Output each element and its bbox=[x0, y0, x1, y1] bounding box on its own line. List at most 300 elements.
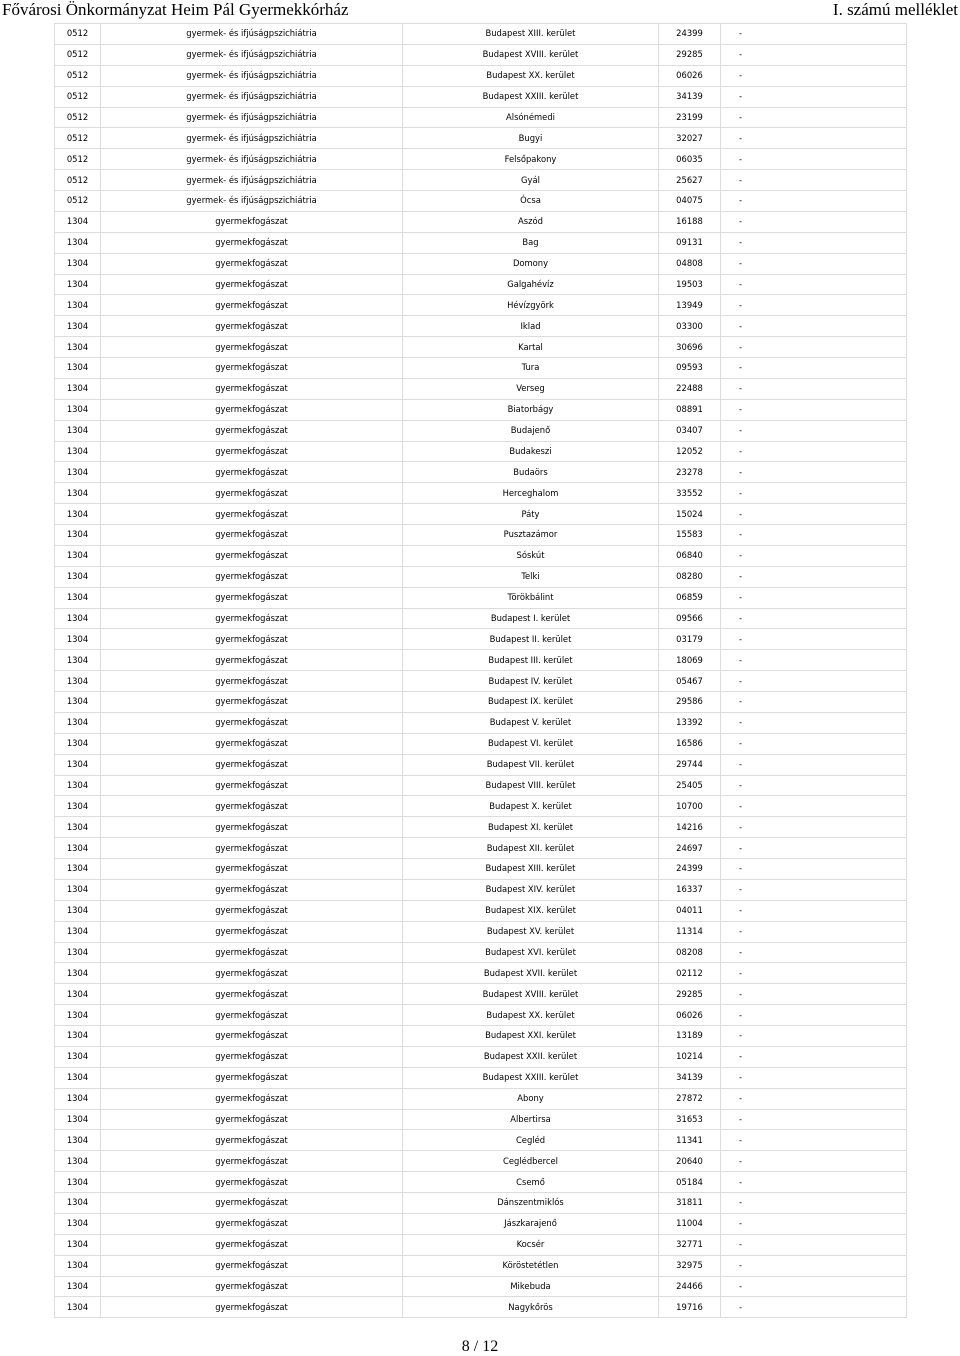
specialty-name-cell: gyermek- és ifjúságpszichiátria bbox=[101, 149, 403, 170]
locality-code-cell: 15024 bbox=[659, 504, 721, 525]
table-row bbox=[55, 838, 907, 859]
locality-cell: Törökbálint bbox=[403, 587, 659, 608]
specialty-code-cell: 1304 bbox=[55, 859, 101, 880]
locality-cell: Budapest XXIII. kerület bbox=[403, 86, 659, 107]
locality-cell: Budajenő bbox=[403, 420, 659, 441]
specialty-code-cell: 1304 bbox=[55, 399, 101, 420]
locality-cell: Iklad bbox=[403, 316, 659, 337]
value-cell: - bbox=[721, 984, 907, 1005]
specialty-name-cell: gyermekfogászat bbox=[101, 796, 403, 817]
locality-cell: Budapest XX. kerület bbox=[403, 1005, 659, 1026]
value-cell: - bbox=[721, 44, 907, 65]
table-row bbox=[55, 274, 907, 295]
table-row bbox=[55, 1213, 907, 1234]
locality-cell: Budapest V. kerület bbox=[403, 712, 659, 733]
value-cell: - bbox=[721, 1026, 907, 1047]
value-cell: - bbox=[721, 859, 907, 880]
value-cell: - bbox=[721, 1172, 907, 1193]
locality-code-cell: 06026 bbox=[659, 65, 721, 86]
value-cell: - bbox=[721, 587, 907, 608]
table-row bbox=[55, 545, 907, 566]
specialty-name-cell: gyermekfogászat bbox=[101, 900, 403, 921]
locality-cell: Budapest IV. kerület bbox=[403, 671, 659, 692]
value-cell: - bbox=[721, 712, 907, 733]
locality-code-cell: 12052 bbox=[659, 441, 721, 462]
locality-code-cell: 09593 bbox=[659, 358, 721, 379]
table-row bbox=[55, 253, 907, 274]
value-cell: - bbox=[721, 107, 907, 128]
table-row bbox=[55, 107, 907, 128]
locality-cell: Cegléd bbox=[403, 1130, 659, 1151]
value-cell: - bbox=[721, 545, 907, 566]
locality-cell: Gyál bbox=[403, 170, 659, 191]
specialty-name-cell: gyermek- és ifjúságpszichiátria bbox=[101, 65, 403, 86]
value-cell: - bbox=[721, 1109, 907, 1130]
value-cell: - bbox=[721, 1276, 907, 1297]
locality-code-cell: 24697 bbox=[659, 838, 721, 859]
locality-code-cell: 32771 bbox=[659, 1234, 721, 1255]
specialty-name-cell: gyermekfogászat bbox=[101, 378, 403, 399]
table-row bbox=[55, 232, 907, 253]
locality-code-cell: 13189 bbox=[659, 1026, 721, 1047]
specialty-code-cell: 1304 bbox=[55, 420, 101, 441]
specialty-name-cell: gyermek- és ifjúságpszichiátria bbox=[101, 128, 403, 149]
locality-cell: Budapest XIII. kerület bbox=[403, 24, 659, 45]
table-row bbox=[55, 358, 907, 379]
table-row bbox=[55, 86, 907, 107]
locality-code-cell: 33552 bbox=[659, 483, 721, 504]
table-row bbox=[55, 378, 907, 399]
specialty-code-cell: 1304 bbox=[55, 733, 101, 754]
hospital-name: Fővárosi Önkormányzat Heim Pál Gyermekkórház bbox=[2, 0, 349, 19]
specialty-code-cell: 1304 bbox=[55, 1067, 101, 1088]
specialty-name-cell: gyermekfogászat bbox=[101, 295, 403, 316]
specialty-name-cell: gyermekfogászat bbox=[101, 566, 403, 587]
locality-code-cell: 34139 bbox=[659, 86, 721, 107]
specialty-code-cell: 1304 bbox=[55, 838, 101, 859]
locality-code-cell: 13949 bbox=[659, 295, 721, 316]
specialty-name-cell: gyermekfogászat bbox=[101, 1234, 403, 1255]
value-cell: - bbox=[721, 1213, 907, 1234]
value-cell: - bbox=[721, 525, 907, 546]
locality-code-cell: 23278 bbox=[659, 462, 721, 483]
locality-cell: Budapest XVI. kerület bbox=[403, 942, 659, 963]
table-row bbox=[55, 1109, 907, 1130]
locality-cell: Budapest VI. kerület bbox=[403, 733, 659, 754]
specialty-code-cell: 1304 bbox=[55, 796, 101, 817]
table-row bbox=[55, 1255, 907, 1276]
specialty-name-cell: gyermekfogászat bbox=[101, 1151, 403, 1172]
specialty-code-cell: 1304 bbox=[55, 1130, 101, 1151]
value-cell: - bbox=[721, 337, 907, 358]
value-cell: - bbox=[721, 1088, 907, 1109]
locality-code-cell: 34139 bbox=[659, 1067, 721, 1088]
locality-code-cell: 19503 bbox=[659, 274, 721, 295]
specialty-name-cell: gyermek- és ifjúságpszichiátria bbox=[101, 170, 403, 191]
table-row bbox=[55, 629, 907, 650]
specialty-code-cell: 0512 bbox=[55, 149, 101, 170]
specialty-code-cell: 1304 bbox=[55, 483, 101, 504]
table-row bbox=[55, 1130, 907, 1151]
specialty-name-cell: gyermekfogászat bbox=[101, 211, 403, 232]
table-row bbox=[55, 566, 907, 587]
specialty-name-cell: gyermekfogászat bbox=[101, 1213, 403, 1234]
locality-code-cell: 02112 bbox=[659, 963, 721, 984]
specialty-name-cell: gyermekfogászat bbox=[101, 441, 403, 462]
specialty-code-cell: 1304 bbox=[55, 671, 101, 692]
specialty-code-cell: 1304 bbox=[55, 942, 101, 963]
table-row bbox=[55, 149, 907, 170]
locality-code-cell: 08891 bbox=[659, 399, 721, 420]
value-cell: - bbox=[721, 942, 907, 963]
specialty-name-cell: gyermekfogászat bbox=[101, 879, 403, 900]
locality-code-cell: 14216 bbox=[659, 817, 721, 838]
specialty-name-cell: gyermekfogászat bbox=[101, 1088, 403, 1109]
specialty-name-cell: gyermekfogászat bbox=[101, 984, 403, 1005]
locality-code-cell: 15583 bbox=[659, 525, 721, 546]
specialty-name-cell: gyermekfogászat bbox=[101, 712, 403, 733]
specialty-name-cell: gyermekfogászat bbox=[101, 942, 403, 963]
specialty-name-cell: gyermekfogászat bbox=[101, 754, 403, 775]
specialty-name-cell: gyermekfogászat bbox=[101, 483, 403, 504]
specialty-code-cell: 1304 bbox=[55, 629, 101, 650]
specialty-name-cell: gyermekfogászat bbox=[101, 608, 403, 629]
specialty-name-cell: gyermekfogászat bbox=[101, 1109, 403, 1130]
locality-cell: Budapest X. kerület bbox=[403, 796, 659, 817]
locality-code-cell: 06840 bbox=[659, 545, 721, 566]
value-cell: - bbox=[721, 232, 907, 253]
table-row bbox=[55, 796, 907, 817]
table-row bbox=[55, 44, 907, 65]
value-cell: - bbox=[721, 441, 907, 462]
table-row bbox=[55, 295, 907, 316]
value-cell: - bbox=[721, 1255, 907, 1276]
specialty-code-cell: 1304 bbox=[55, 358, 101, 379]
table-row bbox=[55, 1088, 907, 1109]
locality-code-cell: 23199 bbox=[659, 107, 721, 128]
locality-code-cell: 08208 bbox=[659, 942, 721, 963]
table-row bbox=[55, 587, 907, 608]
value-cell: - bbox=[721, 24, 907, 45]
locality-code-cell: 05184 bbox=[659, 1172, 721, 1193]
locality-code-cell: 20640 bbox=[659, 1151, 721, 1172]
locality-cell: Budapest III. kerület bbox=[403, 650, 659, 671]
specialty-name-cell: gyermekfogászat bbox=[101, 817, 403, 838]
table-row bbox=[55, 650, 907, 671]
specialty-code-cell: 1304 bbox=[55, 525, 101, 546]
value-cell: - bbox=[721, 1046, 907, 1067]
specialty-name-cell: gyermekfogászat bbox=[101, 671, 403, 692]
value-cell: - bbox=[721, 316, 907, 337]
locality-code-cell: 09131 bbox=[659, 232, 721, 253]
locality-cell: Budapest VIII. kerület bbox=[403, 775, 659, 796]
value-cell: - bbox=[721, 754, 907, 775]
specialty-name-cell: gyermekfogászat bbox=[101, 921, 403, 942]
locality-cell: Budapest XX. kerület bbox=[403, 65, 659, 86]
locality-code-cell: 06035 bbox=[659, 149, 721, 170]
value-cell: - bbox=[721, 650, 907, 671]
locality-cell: Ceglédbercel bbox=[403, 1151, 659, 1172]
locality-cell: Budapest XVIII. kerület bbox=[403, 44, 659, 65]
locality-cell: Budapest VII. kerület bbox=[403, 754, 659, 775]
data-table-container bbox=[54, 23, 906, 1318]
value-cell: - bbox=[721, 879, 907, 900]
locality-cell: Budapest II. kerület bbox=[403, 629, 659, 650]
specialty-code-cell: 0512 bbox=[55, 65, 101, 86]
table-row bbox=[55, 879, 907, 900]
specialty-name-cell: gyermekfogászat bbox=[101, 838, 403, 859]
specialty-code-cell: 1304 bbox=[55, 545, 101, 566]
page-number: 8 / 12 bbox=[461, 1338, 499, 1355]
table-row bbox=[55, 1172, 907, 1193]
table-row bbox=[55, 337, 907, 358]
locality-code-cell: 09566 bbox=[659, 608, 721, 629]
specialty-name-cell: gyermekfogászat bbox=[101, 420, 403, 441]
locality-code-cell: 03300 bbox=[659, 316, 721, 337]
locality-code-cell: 03407 bbox=[659, 420, 721, 441]
specialty-name-cell: gyermekfogászat bbox=[101, 337, 403, 358]
value-cell: - bbox=[721, 128, 907, 149]
locality-cell: Dánszentmiklós bbox=[403, 1193, 659, 1214]
table-row bbox=[55, 170, 907, 191]
locality-code-cell: 29586 bbox=[659, 692, 721, 713]
specialty-name-cell: gyermekfogászat bbox=[101, 1193, 403, 1214]
locality-cell: Felsőpakony bbox=[403, 149, 659, 170]
value-cell: - bbox=[721, 420, 907, 441]
table-row bbox=[55, 1151, 907, 1172]
locality-cell: Budapest XIX. kerület bbox=[403, 900, 659, 921]
specialty-code-cell: 1304 bbox=[55, 921, 101, 942]
specialty-code-cell: 1304 bbox=[55, 566, 101, 587]
table-row bbox=[55, 942, 907, 963]
value-cell: - bbox=[721, 358, 907, 379]
value-cell: - bbox=[721, 170, 907, 191]
locality-code-cell: 13392 bbox=[659, 712, 721, 733]
locality-code-cell: 10700 bbox=[659, 796, 721, 817]
value-cell: - bbox=[721, 692, 907, 713]
locality-cell: Kocsér bbox=[403, 1234, 659, 1255]
specialty-code-cell: 0512 bbox=[55, 107, 101, 128]
table-row bbox=[55, 483, 907, 504]
locality-code-cell: 06026 bbox=[659, 1005, 721, 1026]
table-row bbox=[55, 399, 907, 420]
table-row bbox=[55, 1005, 907, 1026]
locality-code-cell: 04011 bbox=[659, 900, 721, 921]
value-cell: - bbox=[721, 65, 907, 86]
specialty-name-cell: gyermekfogászat bbox=[101, 1130, 403, 1151]
specialty-code-cell: 1304 bbox=[55, 963, 101, 984]
locality-cell: Budapest IX. kerület bbox=[403, 692, 659, 713]
locality-cell: Csemő bbox=[403, 1172, 659, 1193]
table-row bbox=[55, 1276, 907, 1297]
appendix-label: I. számú melléklet bbox=[832, 0, 958, 19]
locality-code-cell: 18069 bbox=[659, 650, 721, 671]
locality-code-cell: 11004 bbox=[659, 1213, 721, 1234]
value-cell: - bbox=[721, 1005, 907, 1026]
locality-cell: Budakeszi bbox=[403, 441, 659, 462]
page-header bbox=[0, 0, 960, 22]
value-cell: - bbox=[721, 775, 907, 796]
value-cell: - bbox=[721, 733, 907, 754]
specialty-name-cell: gyermekfogászat bbox=[101, 692, 403, 713]
locality-code-cell: 29744 bbox=[659, 754, 721, 775]
value-cell: - bbox=[721, 504, 907, 525]
locality-code-cell: 27872 bbox=[659, 1088, 721, 1109]
locality-cell: Biatorbágy bbox=[403, 399, 659, 420]
locality-cell: Ócsa bbox=[403, 191, 659, 212]
value-cell: - bbox=[721, 211, 907, 232]
specialty-code-cell: 1304 bbox=[55, 650, 101, 671]
table-row bbox=[55, 1234, 907, 1255]
locality-cell: Budapest XIII. kerület bbox=[403, 859, 659, 880]
specialty-code-cell: 1304 bbox=[55, 1088, 101, 1109]
locality-cell: Kartal bbox=[403, 337, 659, 358]
specialty-name-cell: gyermekfogászat bbox=[101, 963, 403, 984]
value-cell: - bbox=[721, 608, 907, 629]
specialty-code-cell: 0512 bbox=[55, 24, 101, 45]
specialty-name-cell: gyermekfogászat bbox=[101, 399, 403, 420]
specialty-code-cell: 1304 bbox=[55, 879, 101, 900]
table-row bbox=[55, 733, 907, 754]
specialty-name-cell: gyermek- és ifjúságpszichiátria bbox=[101, 44, 403, 65]
table-row bbox=[55, 211, 907, 232]
data-table bbox=[54, 23, 907, 1318]
locality-cell: Galgahévíz bbox=[403, 274, 659, 295]
value-cell: - bbox=[721, 671, 907, 692]
table-row bbox=[55, 817, 907, 838]
locality-code-cell: 05467 bbox=[659, 671, 721, 692]
specialty-name-cell: gyermek- és ifjúságpszichiátria bbox=[101, 191, 403, 212]
locality-cell: Albertirsa bbox=[403, 1109, 659, 1130]
value-cell: - bbox=[721, 900, 907, 921]
specialty-code-cell: 1304 bbox=[55, 316, 101, 337]
locality-cell: Budapest XII. kerület bbox=[403, 838, 659, 859]
value-cell: - bbox=[721, 1151, 907, 1172]
specialty-code-cell: 1304 bbox=[55, 817, 101, 838]
locality-code-cell: 06859 bbox=[659, 587, 721, 608]
specialty-code-cell: 1304 bbox=[55, 504, 101, 525]
value-cell: - bbox=[721, 629, 907, 650]
specialty-code-cell: 1304 bbox=[55, 462, 101, 483]
specialty-code-cell: 1304 bbox=[55, 1172, 101, 1193]
table-row bbox=[55, 1193, 907, 1214]
specialty-name-cell: gyermekfogászat bbox=[101, 232, 403, 253]
table-row bbox=[55, 462, 907, 483]
locality-code-cell: 11341 bbox=[659, 1130, 721, 1151]
specialty-code-cell: 1304 bbox=[55, 1297, 101, 1318]
specialty-code-cell: 1304 bbox=[55, 775, 101, 796]
table-row bbox=[55, 608, 907, 629]
table-row bbox=[55, 128, 907, 149]
locality-code-cell: 22488 bbox=[659, 378, 721, 399]
value-cell: - bbox=[721, 1234, 907, 1255]
specialty-code-cell: 1304 bbox=[55, 1234, 101, 1255]
table-row bbox=[55, 963, 907, 984]
table-row bbox=[55, 1026, 907, 1047]
specialty-name-cell: gyermekfogászat bbox=[101, 545, 403, 566]
specialty-code-cell: 1304 bbox=[55, 1046, 101, 1067]
table-row bbox=[55, 65, 907, 86]
locality-cell: Köröstetétlen bbox=[403, 1255, 659, 1276]
table-row bbox=[55, 1046, 907, 1067]
specialty-code-cell: 0512 bbox=[55, 170, 101, 191]
locality-code-cell: 25627 bbox=[659, 170, 721, 191]
table-row bbox=[55, 900, 907, 921]
specialty-code-cell: 1304 bbox=[55, 692, 101, 713]
specialty-name-cell: gyermekfogászat bbox=[101, 1026, 403, 1047]
specialty-code-cell: 1304 bbox=[55, 274, 101, 295]
specialty-code-cell: 1304 bbox=[55, 211, 101, 232]
table-row bbox=[55, 921, 907, 942]
specialty-name-cell: gyermek- és ifjúságpszichiátria bbox=[101, 107, 403, 128]
specialty-code-cell: 1304 bbox=[55, 1193, 101, 1214]
value-cell: - bbox=[721, 462, 907, 483]
specialty-name-cell: gyermekfogászat bbox=[101, 253, 403, 274]
specialty-code-cell: 1304 bbox=[55, 712, 101, 733]
specialty-code-cell: 0512 bbox=[55, 44, 101, 65]
table-row bbox=[55, 420, 907, 441]
locality-cell: Budapest XXI. kerület bbox=[403, 1026, 659, 1047]
table-body bbox=[55, 24, 907, 1318]
specialty-name-cell: gyermekfogászat bbox=[101, 1046, 403, 1067]
specialty-name-cell: gyermekfogászat bbox=[101, 775, 403, 796]
locality-cell: Hévízgyörk bbox=[403, 295, 659, 316]
locality-cell: Mikebuda bbox=[403, 1276, 659, 1297]
specialty-code-cell: 1304 bbox=[55, 1276, 101, 1297]
locality-cell: Pusztazámor bbox=[403, 525, 659, 546]
table-row bbox=[55, 24, 907, 45]
specialty-code-cell: 1304 bbox=[55, 253, 101, 274]
specialty-code-cell: 1304 bbox=[55, 754, 101, 775]
locality-code-cell: 25405 bbox=[659, 775, 721, 796]
specialty-name-cell: gyermekfogászat bbox=[101, 587, 403, 608]
specialty-code-cell: 1304 bbox=[55, 587, 101, 608]
locality-cell: Verseg bbox=[403, 378, 659, 399]
value-cell: - bbox=[721, 1130, 907, 1151]
locality-code-cell: 31653 bbox=[659, 1109, 721, 1130]
locality-code-cell: 04808 bbox=[659, 253, 721, 274]
specialty-name-cell: gyermekfogászat bbox=[101, 1005, 403, 1026]
locality-code-cell: 24399 bbox=[659, 24, 721, 45]
value-cell: - bbox=[721, 1067, 907, 1088]
specialty-name-cell: gyermekfogászat bbox=[101, 733, 403, 754]
value-cell: - bbox=[721, 1297, 907, 1318]
value-cell: - bbox=[721, 838, 907, 859]
table-row bbox=[55, 754, 907, 775]
locality-code-cell: 16586 bbox=[659, 733, 721, 754]
table-row bbox=[55, 671, 907, 692]
value-cell: - bbox=[721, 378, 907, 399]
specialty-code-cell: 0512 bbox=[55, 191, 101, 212]
locality-cell: Telki bbox=[403, 566, 659, 587]
locality-code-cell: 08280 bbox=[659, 566, 721, 587]
value-cell: - bbox=[721, 149, 907, 170]
locality-code-cell: 03179 bbox=[659, 629, 721, 650]
locality-cell: Bugyi bbox=[403, 128, 659, 149]
specialty-name-cell: gyermekfogászat bbox=[101, 274, 403, 295]
table-row bbox=[55, 859, 907, 880]
specialty-code-cell: 1304 bbox=[55, 378, 101, 399]
locality-cell: Budapest XVII. kerület bbox=[403, 963, 659, 984]
locality-cell: Tura bbox=[403, 358, 659, 379]
value-cell: - bbox=[721, 796, 907, 817]
specialty-name-cell: gyermekfogászat bbox=[101, 358, 403, 379]
specialty-name-cell: gyermekfogászat bbox=[101, 650, 403, 671]
locality-cell: Nagykőrös bbox=[403, 1297, 659, 1318]
value-cell: - bbox=[721, 399, 907, 420]
locality-code-cell: 30696 bbox=[659, 337, 721, 358]
table-row bbox=[55, 504, 907, 525]
